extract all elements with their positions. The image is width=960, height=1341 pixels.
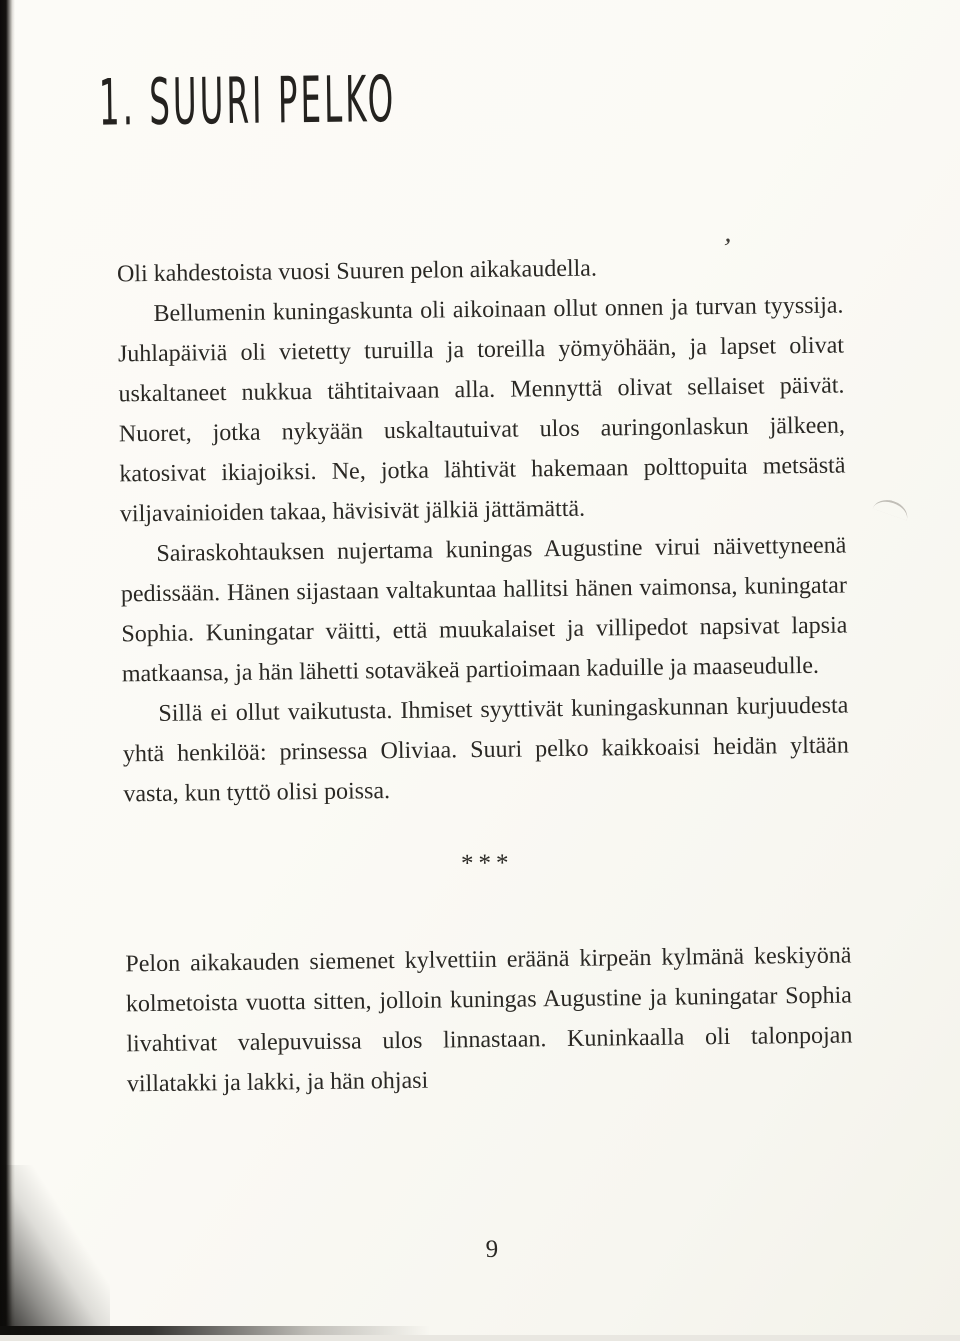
section-separator: *** <box>460 849 514 878</box>
corner-shadow <box>0 1165 110 1335</box>
scan-artifact-squiggle <box>873 495 912 520</box>
bottom-edge-shadow <box>0 1326 430 1335</box>
paragraph-3: Sairaskohtauksen nujertama kuningas Augustine virui näivettyneenä pedissään. Hänen sijastaan valtakuntaa hallitsi hänen vaimonsa, kuningatar Sophia. Kuningatar väitti, että muukalaiset ja villipedot napsivat lapsia matkaansa, ja hän lähetti sotaväkeä partioimaan kaduille ja maaseudulle. <box>120 532 848 688</box>
paragraph-5: Pelon aikakauden siemenet kylvettiin eräänä kirpeän kylmänä keskiyönä kolmetoista vuotta sitten, jolloin kuningas Augustine ja kuningatar Sophia livahtivat valepuvuissa ulos linnastaan. Kuninkaalla oli talonpojan villatakki ja lakki, ja hän ohjasi <box>125 942 853 1098</box>
page-number: 9 <box>485 1235 499 1263</box>
binding-shadow <box>0 0 15 1335</box>
paragraph-4: Sillä ei ollut vaikutusta. Ihmiset syyttivät kuningaskunnan kurjuudesta yhtä henkilöä: prinsessa Oliviaa. Suuri pelko kaikkoaisi heidän yltään vasta, kun tyttö olisi poissa. <box>122 692 849 808</box>
scan-artifact-mark: ʼ <box>719 232 734 265</box>
chapter-title: 1. SUURI PELKO <box>98 62 397 141</box>
paragraph-2: Bellumenin kuningaskunta oli aikoinaan ollut onnen ja turvan tyyssija. Juhlapäiviä oli vietetty turuilla ja toreilla yömyöhään, ja lapset olivat uskaltaneet nukkua tähtitaivaan alla. Mennyttä olivat sellaiset päivät. Nuoret, jotka nykyään uskaltautuivat ulos auringonlaskun jälkeen, katosivat ikiajoiksi. Ne, jotka lähtivät hakemaan polttopuita metsästä viljavainioiden takaa, hävisivät jälkiä jättämättä. <box>117 292 846 528</box>
body-text <box>117 246 853 1105</box>
paragraph-1: Oli kahdestoista vuosi Suuren pelon aikakaudella. <box>116 255 598 288</box>
